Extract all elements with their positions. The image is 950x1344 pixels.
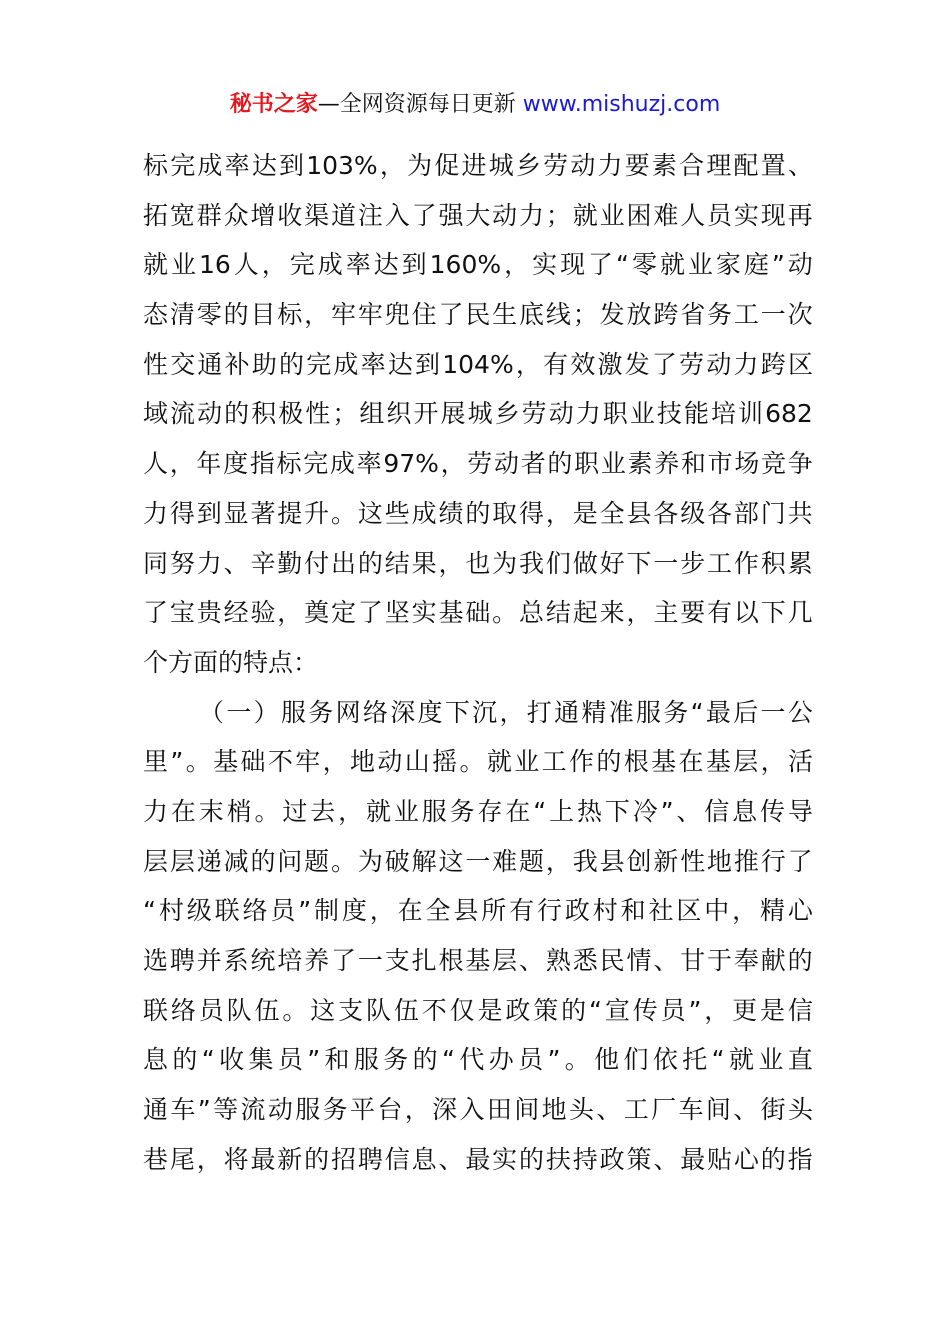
text-line: 了 宝 贵 经 验 ， 奠 定 了 坚 实 基 础 。 总 结 起 来 ， 主 要 有 以 下 几 [143,598,813,628]
text-line: 域 流 动 的 积 极 性 ； 组 织 开 展 城 乡 劳 动 力 职 业 技 能 培 训 682 [143,399,813,429]
text-line: （ 一 ） 服 务 网 络 深 度 下 沉 ， 打 通 精 准 服 务 “ 最 后 一 公 [199,697,813,727]
brand-name: 秘书之家 [229,92,318,117]
text-line: 性 交 通 补 助 的 完 成 率 达 到 104% ， 有 效 激 发 了 劳 动 力 跨 区 [143,349,813,379]
text-line: 人 ， 年 度 指 标 完 成 率 97% ， 劳 动 者 的 职 业 素 养 和 市 场 竞 争 [143,449,813,479]
text-line: 联 络 员 队 伍 。 这 支 队 伍 不 仅 是 政 策 的 “ 宣 传 员 ” ， 更 是 信 [143,995,813,1025]
text-line: 巷 尾 ， 将 最 新 的 招 聘 信 息 、 最 实 的 扶 持 政 策 、 最 贴 心 的 指 [143,1144,813,1174]
text-line: 力 在 末 梢 。 过 去 ， 就 业 服 务 存 在 “ 上 热 下 冷 ” 、 信 息 传 导 [143,796,813,826]
text-line: 拓 宽 群 众 增 收 渠 道 注 入 了 强 大 动 力 ； 就 业 困 难 人 员 实 现 再 [143,200,813,230]
text-line: 选 聘 并 系 统 培 养 了 一 支 扎 根 基 层 、 熟 悉 民 情 、 甘 于 奉 献 的 [143,946,813,975]
header-tagline: —全网资源每日更新 [317,92,523,117]
text-line: 就 业 16 人 ， 完 成 率 达 到 160% ， 实 现 了 “ 零 就 业 家 庭 ” 动 [143,250,813,280]
text-line: 力 得 到 显 著 提 升 。 这 些 成 绩 的 取 得 ， 是 全 县 各 级 各 部 门 共 [143,498,813,528]
text-line: 息 的 “ 收 集 员 ” 和 服 务 的 “ 代 办 员 ” 。 他 们 依 托 “ 就 业 直 [143,1045,813,1075]
text-line: “ 村 级 联 络 员 ” 制 度 ， 在 全 县 所 有 行 政 村 和 社 区 中 ， 精 心 [143,896,813,926]
site-url-link[interactable]: www.mishuzj.com [522,92,721,117]
text-line: 同 努 力 、 辛 勤 付 出 的 结 果 ， 也 为 我 们 做 好 下 一 步 工 作 积 累 [143,548,813,578]
text-line: 个方面的特点： [143,647,319,677]
text-line: 层 层 递 减 的 问 题 。 为 破 解 这 一 难 题 ， 我 县 创 新 性 地 推 行 了 [143,846,813,876]
text-line: 态 清 零 的 目 标 ， 牢 牢 兜 住 了 民 生 底 线 ； 发 放 跨 省 务 工 一 次 [143,300,813,330]
text-line: 标 完 成 率 达 到 103% ， 为 促 进 城 乡 劳 动 力 要 素 合 理 配 置 、 [143,151,813,180]
text-line: 通 车 ” 等 流 动 服 务 平 台 ， 深 入 田 间 地 头 、 工 厂 车 间 、 街 头 [143,1095,813,1125]
text-line: 里 ” 。 基 础 不 牢 ， 地 动 山 摇 。 就 业 工 作 的 根 基 在 基 层 ， 活 [143,747,813,777]
site-header [0,90,950,120]
document-body [143,146,813,1189]
